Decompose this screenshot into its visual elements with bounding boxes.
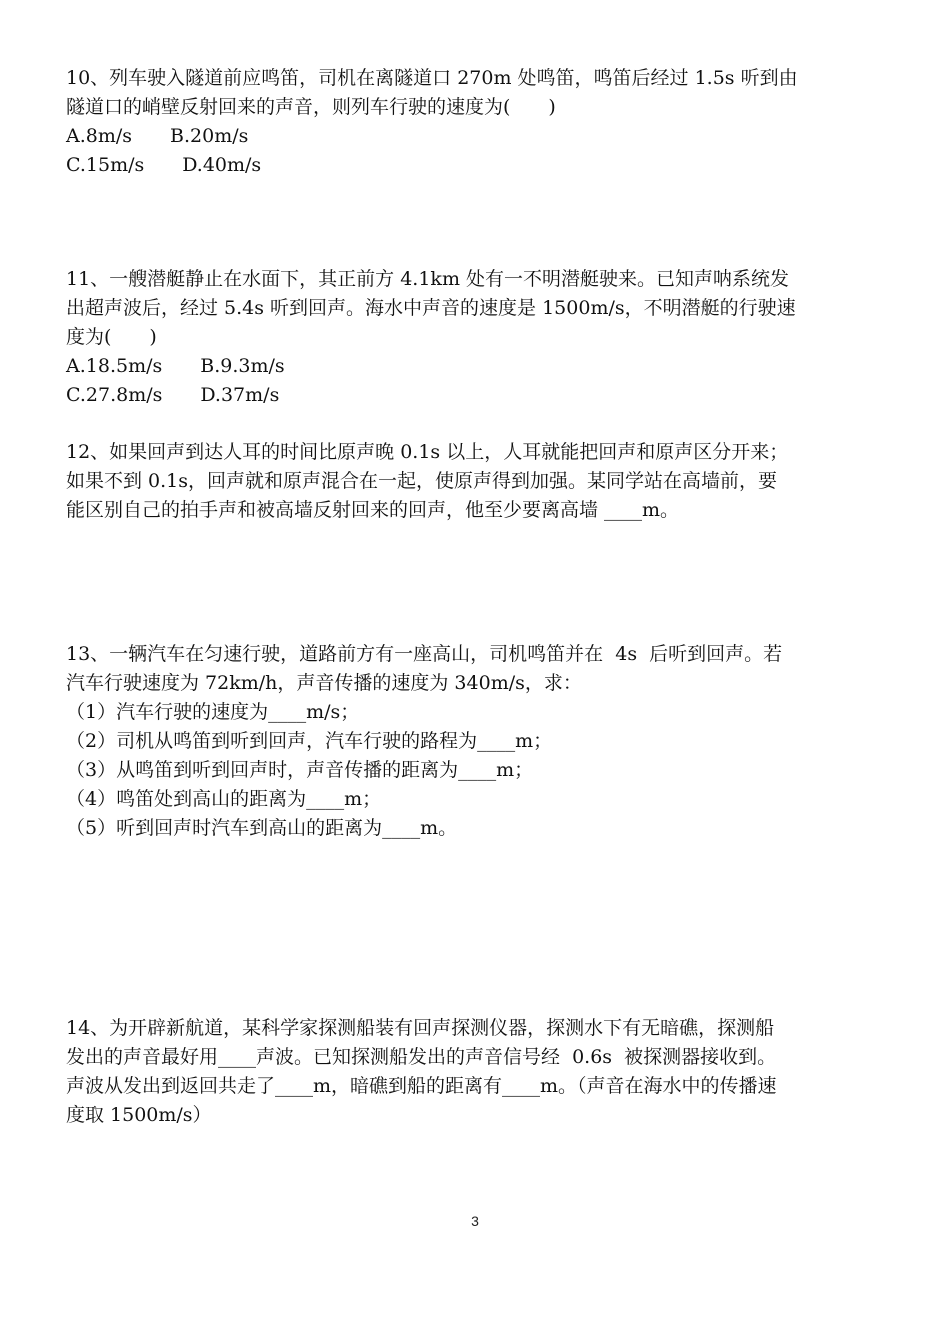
page-number: 3 [471, 1213, 479, 1229]
q10-line-2: 隧道口的峭壁反射回来的声音，则列车行驶的速度为( ) [66, 96, 556, 118]
q10-line-1: 10、列车驶入隧道前应鸣笛，司机在离隧道口 270m 处鸣笛，鸣笛后经过 1.5s 听到由 [66, 67, 798, 89]
q12-line-2: 如果不到 0.1s，回声就和原声混合在一起，使原声得到加强。某同学站在高墙前，要 [66, 470, 778, 492]
q11-line-4: A.18.5m/s B.9.3m/s [66, 355, 285, 377]
q11-line-3: 度为( ) [66, 326, 157, 348]
q13-line-6: （4）鸣笛处到高山的距离为____m； [66, 788, 382, 810]
q12-line-3: 能区别自己的拍手声和被高墙反射回来的回声，他至少要离高墙 ____m。 [66, 499, 680, 521]
q13-line-2: 汽车行驶速度为 72km/h，声音传播的速度为 340m/s，求： [66, 672, 582, 694]
q13-line-1: 13、一辆汽车在匀速行驶，道路前方有一座高山，司机鸣笛并在 4s 后听到回声。若 [66, 643, 783, 665]
question-12 [66, 438, 886, 525]
q14-line-2: 发出的声音最好用____声波。已知探测船发出的声音信号经 0.6s 被探测器接收到。 [66, 1046, 777, 1068]
q14-line-3: 声波从发出到返回共走了____m，暗礁到船的距离有____m。（声音在海水中的传播速 [66, 1075, 777, 1097]
q13-line-7: （5）听到回声时汽车到高山的距离为____m。 [66, 817, 458, 839]
q13-line-5: （3）从鸣笛到听到回声时，声音传播的距离为____m； [66, 759, 534, 781]
q14-line-4: 度取 1500m/s） [66, 1104, 212, 1126]
q13-line-4: （2）司机从鸣笛到听到回声，汽车行驶的路程为____m； [66, 730, 553, 752]
question-10 [66, 64, 886, 180]
q12-line-1: 12、如果回声到达人耳的时间比原声晚 0.1s 以上，人耳就能把回声和原声区分开来； [66, 441, 789, 463]
q11-line-2: 出超声波后，经过 5.4s 听到回声。海水中声音的速度是 1500m/s，不明潜艇的行驶速 [66, 297, 796, 319]
q10-line-3: A.8m/s B.20m/s [66, 125, 249, 147]
q13-line-3: （1）汽车行驶的速度为____m/s； [66, 701, 360, 723]
q11-line-1: 11、一艘潜艇静止在水面下，其正前方 4.1km 处有一不明潜艇驶来。已知声呐系统发 [66, 268, 790, 290]
question-14 [66, 1014, 886, 1130]
question-11 [66, 265, 886, 410]
question-13 [66, 640, 886, 843]
q10-line-4: C.15m/s D.40m/s [66, 154, 262, 176]
q11-line-5: C.27.8m/s D.37m/s [66, 384, 280, 406]
q14-line-1: 14、为开辟新航道，某科学家探测船装有回声探测仪器，探测水下有无暗礁，探测船 [66, 1017, 775, 1039]
